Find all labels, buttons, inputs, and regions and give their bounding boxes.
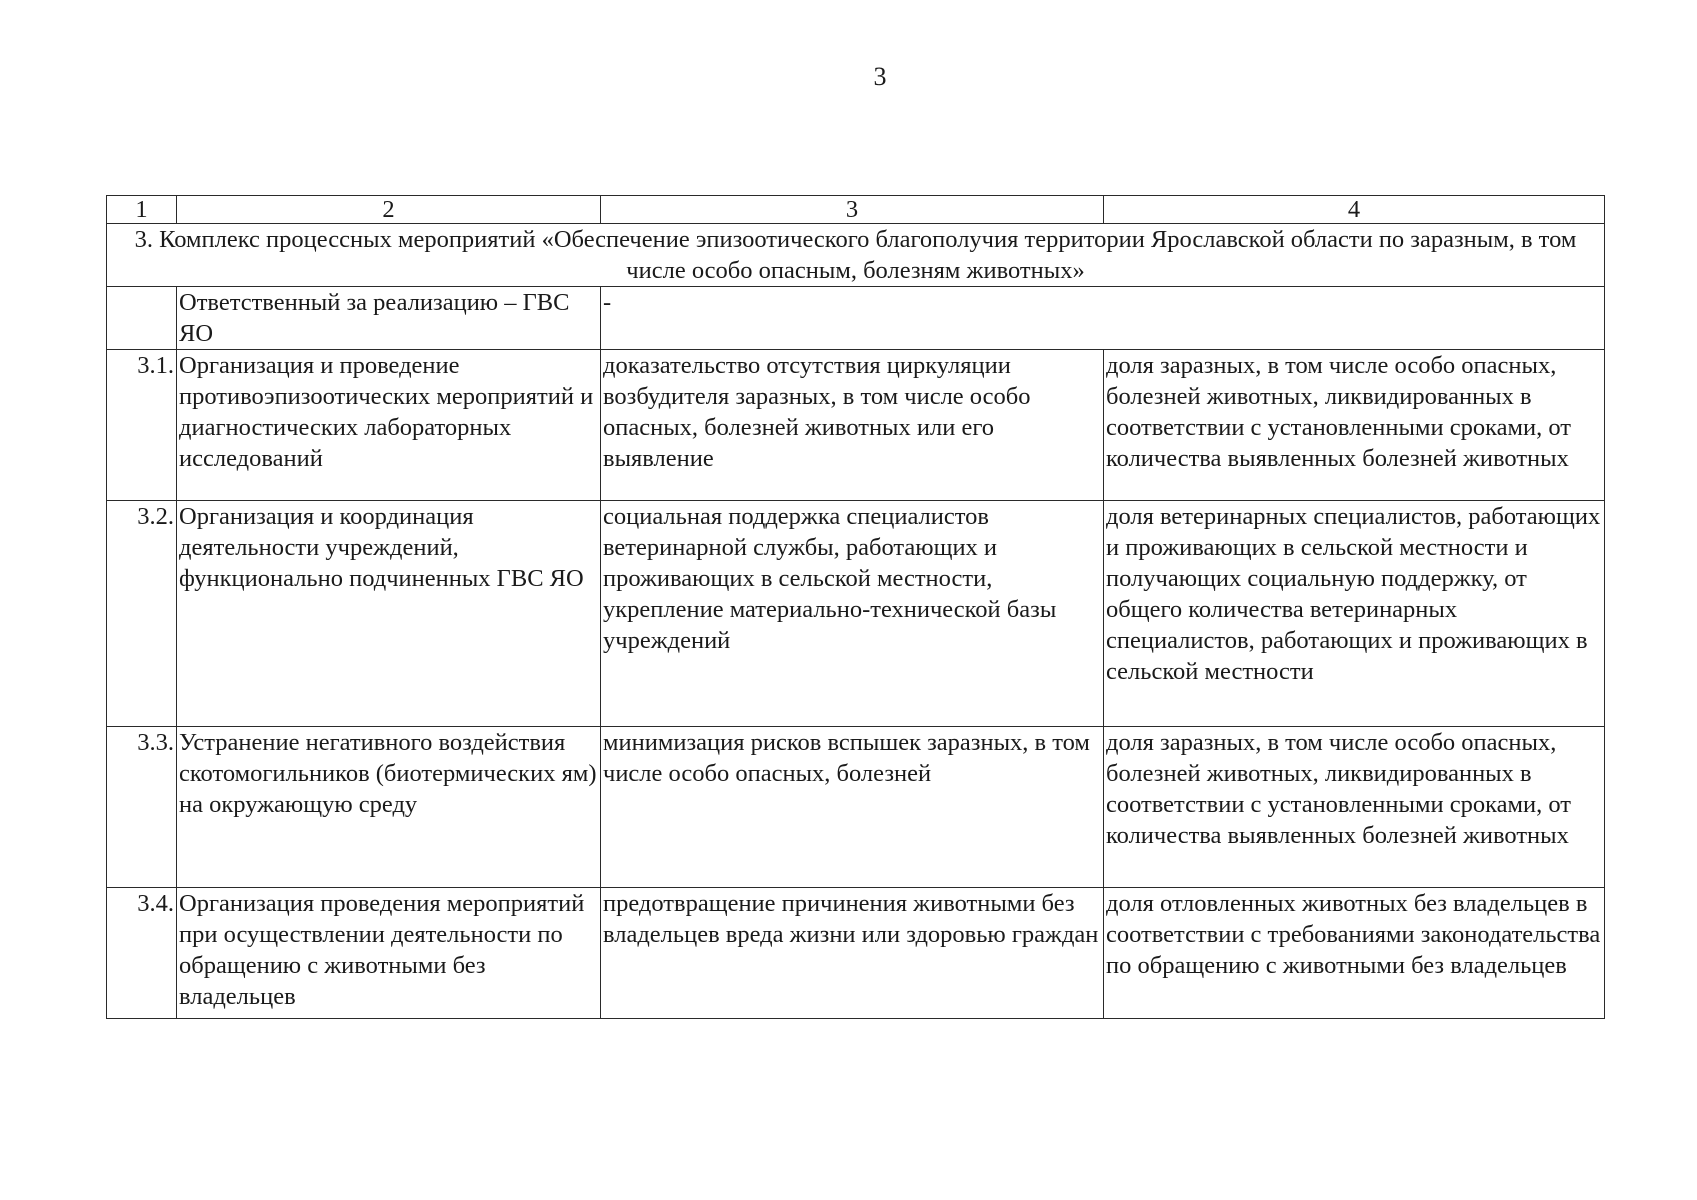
table-row [107, 727, 1605, 888]
row-result: доказательство отсутствия циркуляции возбудителя заразных, в том числе особо опасных, болезней животных или его выявление [601, 350, 1104, 501]
row-number: 3.3. [107, 727, 177, 888]
row-number: 3.4. [107, 888, 177, 1019]
page-number: 3 [873, 62, 887, 91]
row-number: 3.2. [107, 501, 177, 727]
section-title-row [107, 224, 1605, 287]
responsible-label: Ответственный за реализацию – ГВС ЯО [177, 287, 601, 350]
table-row [107, 501, 1605, 727]
row-number: 3.1. [107, 350, 177, 501]
header-col-2: 2 [177, 196, 601, 224]
responsible-num-cell [107, 287, 177, 350]
responsible-row [107, 287, 1605, 350]
row-indicator: доля заразных, в том числе особо опасных, болезней животных, ликвидированных в соответствии с установленными сроками, от количества выявленных болезней животных [1104, 727, 1605, 888]
header-col-3: 3 [601, 196, 1104, 224]
row-task: Организация проведения мероприятий при осуществлении деятельности по обращению с животными без владельцев [177, 888, 601, 1019]
row-result: социальная поддержка специалистов ветеринарной службы, работающих и проживающих в сельской местности, укрепление материально-технической базы учреждений [601, 501, 1104, 727]
row-task: Устранение негативного воздействия скотомогильников (биотермических ям) на окружающую среду [177, 727, 601, 888]
row-indicator: доля заразных, в том числе особо опасных, болезней животных, ликвидированных в соответствии с установленными сроками, от количества выявленных болезней животных [1104, 350, 1605, 501]
table-row [107, 350, 1605, 501]
section-title: 3. Комплекс процессных мероприятий «Обеспечение эпизоотического благополучия территории Ярославской области по заразным, в том числе особо опасным, болезням животных» [107, 224, 1605, 287]
header-col-4: 4 [1104, 196, 1605, 224]
table-row [107, 888, 1605, 1019]
row-indicator: доля отловленных животных без владельцев в соответствии с требованиями законодательства по обращению с животными без владельцев [1104, 888, 1605, 1019]
responsible-value: - [601, 287, 1605, 350]
row-indicator: доля ветеринарных специалистов, работающих и проживающих в сельской местности и получающих социальную поддержку, от общего количества ветеринарных специалистов, работающих и проживающих в сельской местности [1104, 501, 1605, 727]
row-task: Организация и проведение противоэпизоотических мероприятий и диагностических лабораторных исследований [177, 350, 601, 501]
row-result: минимизация рисков вспышек заразных, в том числе особо опасных, болезней [601, 727, 1104, 888]
header-col-1: 1 [107, 196, 177, 224]
measures-table [106, 195, 1605, 1019]
row-result: предотвращение причинения животными без владельцев вреда жизни или здоровью граждан [601, 888, 1104, 1019]
row-task: Организация и координация деятельности учреждений, функционально подчиненных ГВС ЯО [177, 501, 601, 727]
table-header-row [107, 196, 1605, 224]
